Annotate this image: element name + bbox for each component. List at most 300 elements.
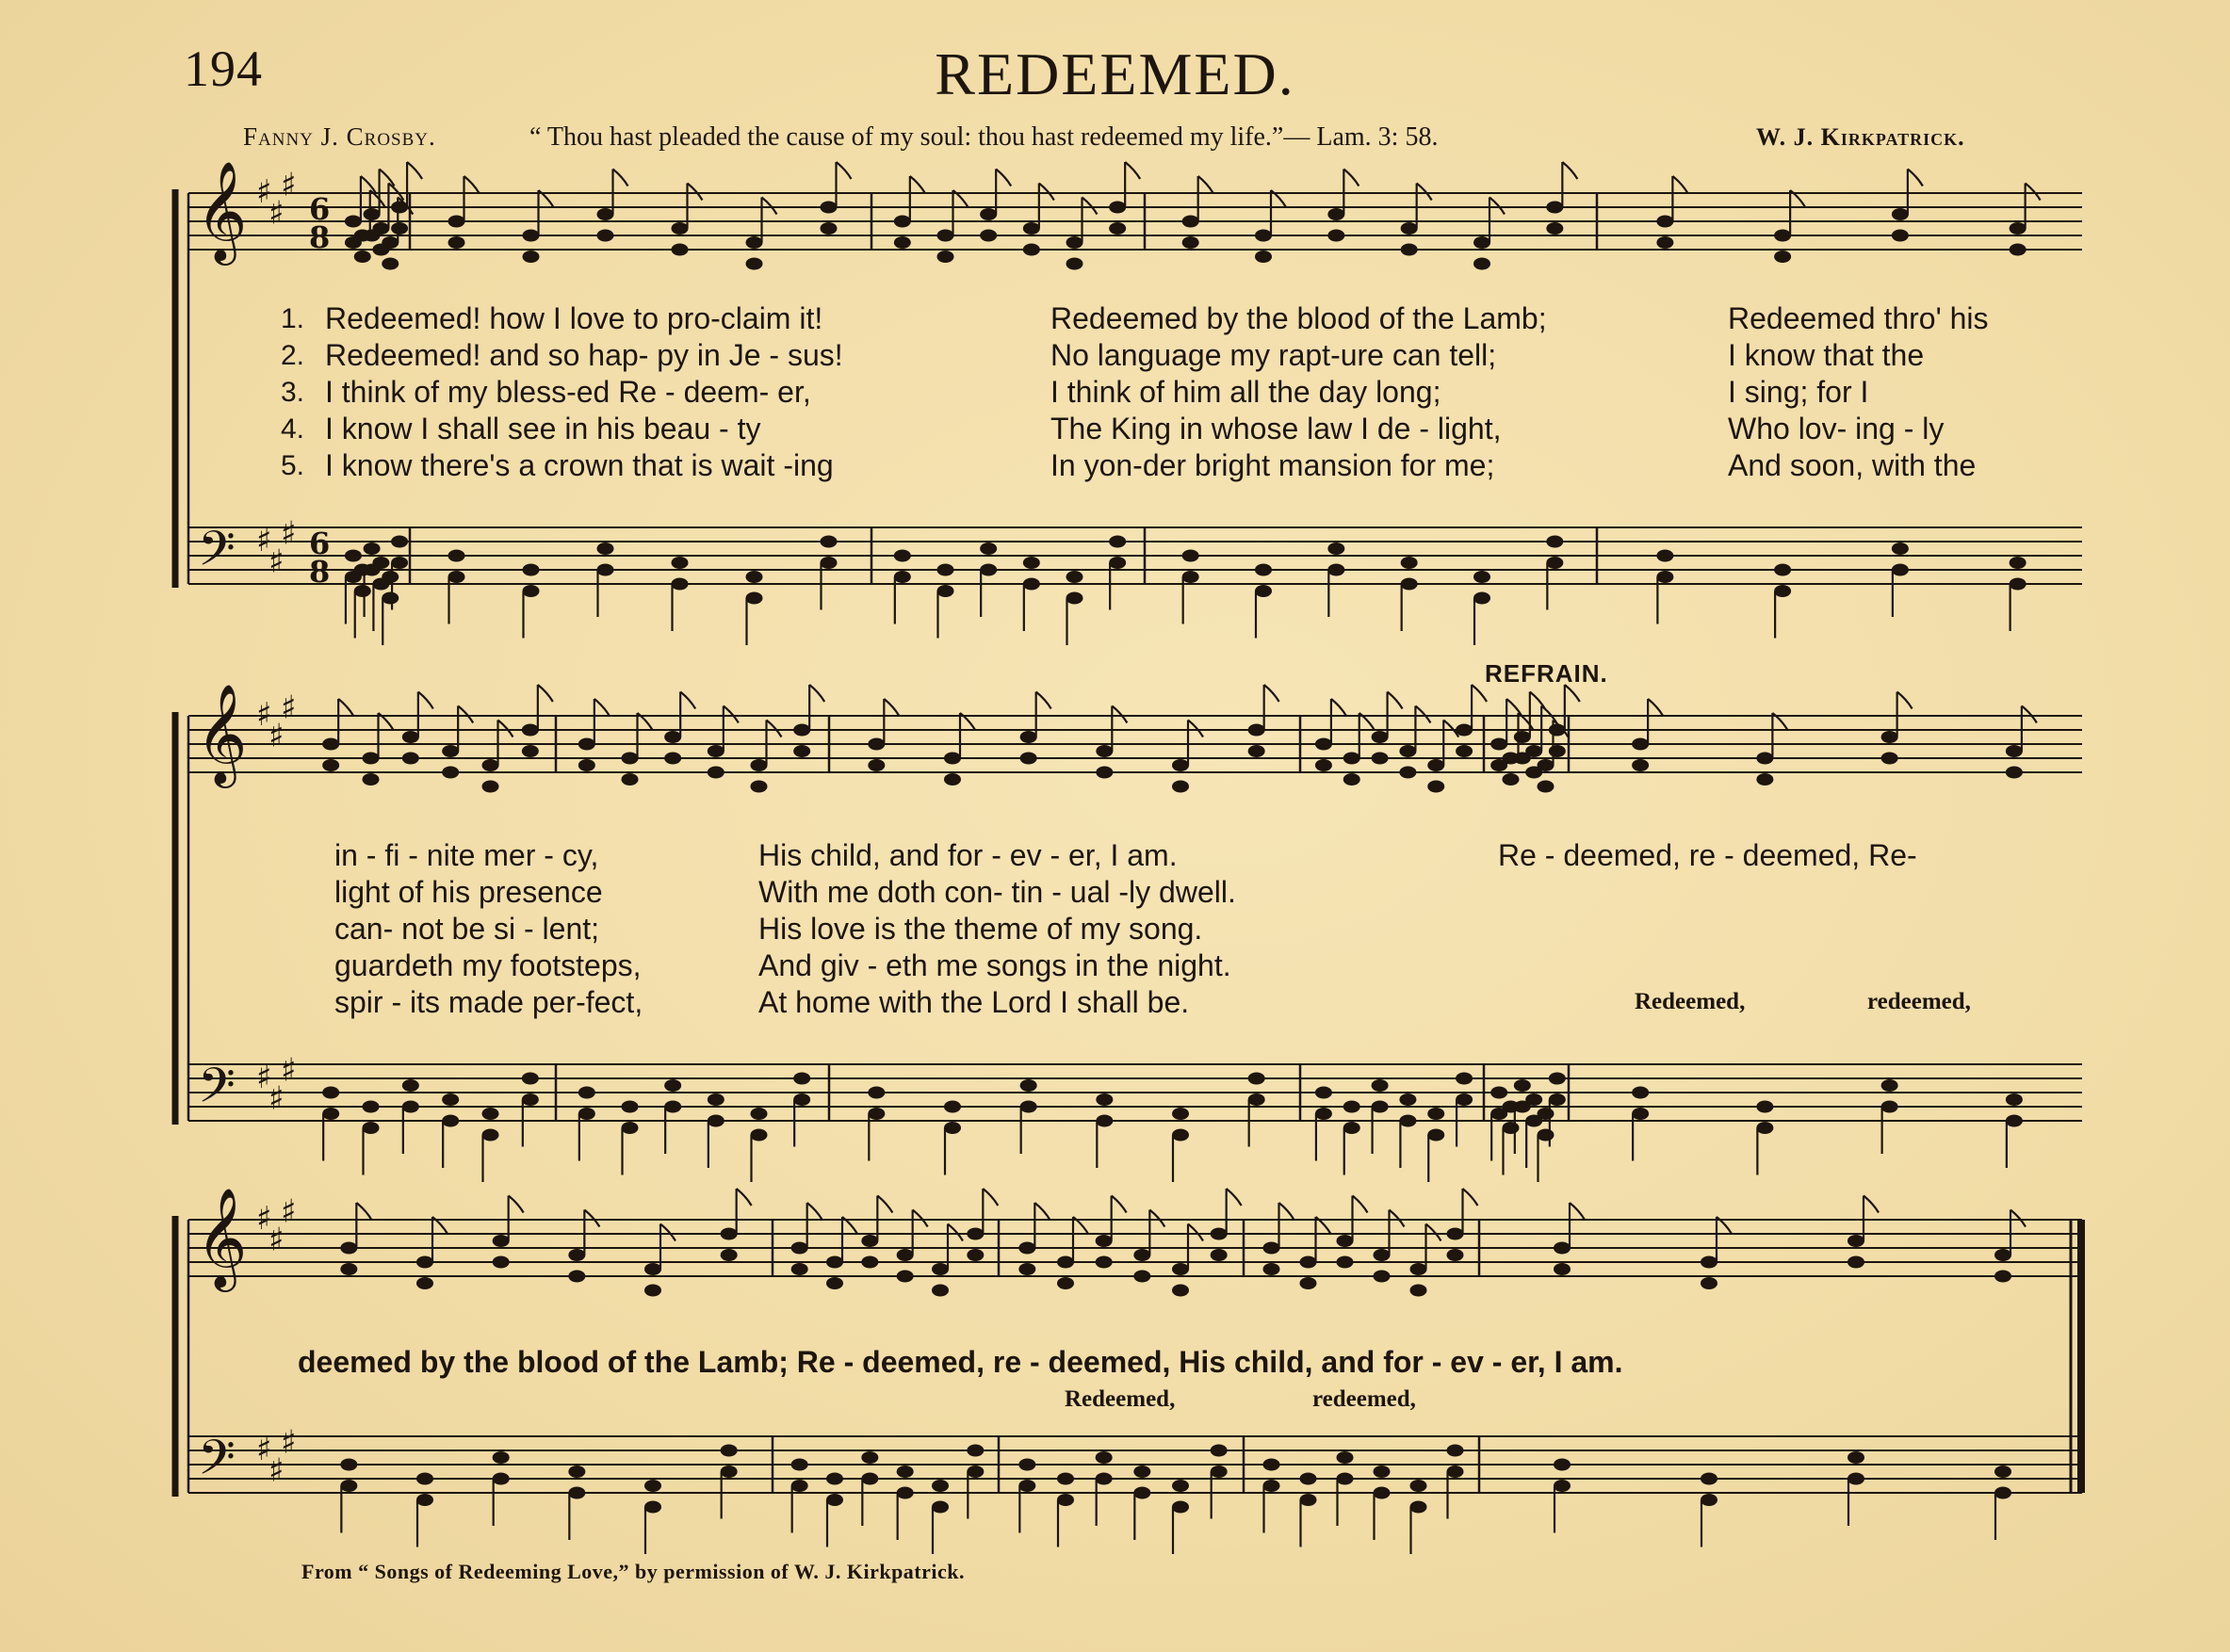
note-head xyxy=(1656,236,1673,249)
note-head xyxy=(1401,578,1418,591)
note-head xyxy=(791,1480,808,1492)
note-head xyxy=(1109,557,1126,569)
verse-1-line-1: Redeemed! how I love to pro-claim it! xyxy=(325,301,823,335)
note-flag xyxy=(1112,706,1127,723)
note-head xyxy=(493,1235,510,1247)
note-head xyxy=(578,759,595,771)
alt-word: redeemed, xyxy=(1867,989,1971,1014)
note-head xyxy=(1401,244,1418,256)
verse-4-line-1: I know I shall see in his beau - ty xyxy=(325,412,761,445)
alt-word: redeemed, xyxy=(1312,1386,1416,1412)
note-head xyxy=(1881,1101,1898,1113)
note-flag xyxy=(1343,170,1359,186)
note-head xyxy=(402,731,419,743)
note-head xyxy=(1554,1480,1571,1492)
note-head xyxy=(672,578,689,591)
source-credit: From “ Songs of Redeeming Love,” by permission of W. J. Kirkpatrick. xyxy=(301,1560,966,1583)
note-head xyxy=(597,543,614,555)
treble-clef: 𝄞 xyxy=(196,1187,248,1288)
note-head xyxy=(1546,202,1563,214)
note-head xyxy=(791,1263,808,1275)
note-head xyxy=(1632,1087,1649,1099)
note-head xyxy=(2010,244,2027,256)
note-head xyxy=(1372,731,1389,743)
verse-1-line-5: His child, and for - ev - er, I am. xyxy=(758,838,1178,872)
note-head xyxy=(1020,731,1037,743)
note-flag xyxy=(762,198,777,215)
note-head xyxy=(1756,753,1773,765)
sharp-sign: ♯ xyxy=(269,717,285,755)
verse-5-line-3: And soon, with the xyxy=(1728,448,1977,482)
note-flag xyxy=(613,170,628,186)
note-head xyxy=(1372,753,1389,765)
note-flag xyxy=(983,1189,998,1206)
sharp-sign: ♯ xyxy=(281,1423,297,1462)
sharp-sign: ♯ xyxy=(256,173,272,211)
note-head xyxy=(721,1445,738,1457)
note-head xyxy=(1525,745,1542,757)
note-head xyxy=(1315,1108,1332,1120)
time-signature-bottom: 8 xyxy=(309,219,331,255)
note-head xyxy=(482,781,499,793)
note-head xyxy=(821,202,838,214)
note-head xyxy=(1847,1473,1864,1485)
verse-5-line-1: I know there's a crown that is wait -ing xyxy=(325,448,834,482)
note-head xyxy=(345,216,362,228)
note-head xyxy=(1263,1263,1280,1275)
note-head xyxy=(1300,1256,1317,1269)
note-head xyxy=(482,1108,499,1120)
author-credit: Fanny J. Crosby. xyxy=(243,122,436,151)
note-head xyxy=(868,1108,885,1120)
note-head xyxy=(340,1480,357,1492)
note-head xyxy=(793,724,810,737)
note-head xyxy=(1892,230,1909,242)
verse-5-line-5: At home with the Lord I shall be. xyxy=(758,985,1190,1019)
note-head xyxy=(1172,1501,1189,1514)
note-head xyxy=(868,738,885,751)
time-signature-top: 6 xyxy=(309,526,331,561)
note-head xyxy=(1343,753,1360,765)
note-head xyxy=(363,773,380,786)
note-head xyxy=(622,753,639,765)
note-head xyxy=(322,738,339,751)
sharp-sign: ♯ xyxy=(281,1192,297,1231)
note-flag xyxy=(594,699,610,716)
note-head xyxy=(364,543,381,555)
note-head xyxy=(1546,536,1563,548)
note-head xyxy=(448,216,465,228)
refrain-line-2: deemed by the blood of the Lamb; Re - deemed, re - deemed, His child, and for - ev - er, I am. xyxy=(298,1345,1623,1379)
note-head xyxy=(1023,222,1040,235)
note-head xyxy=(1248,724,1265,737)
note-head xyxy=(1211,1466,1228,1478)
note-head xyxy=(1427,759,1444,771)
note-head xyxy=(597,230,614,242)
note-head xyxy=(622,773,639,786)
note-head xyxy=(1447,1249,1464,1261)
note-head xyxy=(932,1480,949,1492)
note-head xyxy=(1172,1129,1189,1142)
note-flag xyxy=(767,721,782,737)
note-flag xyxy=(338,699,353,716)
note-head xyxy=(751,781,768,793)
note-head xyxy=(1756,1122,1773,1134)
note-head xyxy=(721,1228,738,1240)
note-head xyxy=(861,1451,878,1464)
note-head xyxy=(967,1249,984,1261)
scripture-epigraph: “ Thou hast pleaded the cause of my soul: thou hast redeemed my life.”— Lam. 3: 58. xyxy=(529,122,1439,152)
note-head xyxy=(322,759,339,771)
note-flag xyxy=(1426,1224,1441,1241)
note-flag xyxy=(948,1224,963,1241)
note-head xyxy=(746,571,763,583)
sharp-sign: ♯ xyxy=(256,1200,272,1238)
note-head xyxy=(364,208,381,220)
note-head xyxy=(1456,1073,1473,1085)
note-head xyxy=(1447,1228,1464,1240)
note-head xyxy=(1182,216,1199,228)
note-head xyxy=(1255,230,1272,242)
note-flag xyxy=(837,162,852,179)
verse-3-line-1: I think of my bless-ed Re - deem- er, xyxy=(325,375,811,409)
note-head xyxy=(1756,773,1773,786)
note-head xyxy=(1701,1277,1717,1289)
note-head xyxy=(644,1285,661,1297)
note-flag xyxy=(1149,1210,1164,1227)
note-head xyxy=(372,222,389,235)
note-head xyxy=(672,244,689,256)
note-head xyxy=(1774,564,1791,576)
note-head xyxy=(1133,1271,1150,1283)
note-head xyxy=(1255,564,1272,576)
note-flag xyxy=(688,184,703,201)
note-head xyxy=(861,1235,878,1247)
note-head xyxy=(708,745,724,757)
note-head xyxy=(1546,557,1563,569)
note-flag xyxy=(1039,184,1054,201)
verse-1-line-2: Redeemed by the blood of the Lamb; xyxy=(1050,301,1547,335)
refrain-label: REFRAIN. xyxy=(1485,659,1608,688)
note-head xyxy=(345,550,362,562)
note-head xyxy=(1994,1271,2011,1283)
note-head xyxy=(1096,1115,1113,1127)
sharp-sign: ♯ xyxy=(269,1451,285,1490)
note-head xyxy=(751,1129,768,1142)
note-head xyxy=(482,759,499,771)
verse-1-line-4: in - fi - nite mer - cy, xyxy=(334,838,599,872)
note-head xyxy=(1020,753,1037,765)
alt-word: Redeemed, xyxy=(1065,1386,1176,1412)
note-flag xyxy=(1864,1196,1879,1213)
note-head xyxy=(1401,222,1418,235)
note-head xyxy=(391,536,408,548)
note-head xyxy=(1211,1249,1228,1261)
note-flag xyxy=(1908,170,1923,186)
note-head xyxy=(708,1115,724,1127)
verse-1-line-3: Redeemed thro' his xyxy=(1728,301,1989,335)
note-head xyxy=(1514,731,1531,743)
note-head xyxy=(1447,1445,1464,1457)
note-head xyxy=(1018,1459,1035,1471)
note-head xyxy=(568,1466,585,1478)
note-head xyxy=(821,536,838,548)
note-head xyxy=(522,745,539,757)
sharp-sign: ♯ xyxy=(281,166,297,204)
note-flag xyxy=(1264,685,1279,702)
sharp-sign: ♯ xyxy=(281,1051,297,1090)
note-head xyxy=(382,592,399,605)
verse-5-line-4: spir - its made per-fect, xyxy=(334,985,643,1019)
note-head xyxy=(2006,767,2023,779)
note-head xyxy=(1343,773,1360,786)
note-flag xyxy=(1562,162,1577,179)
note-head xyxy=(1473,571,1490,583)
note-head xyxy=(1327,543,1344,555)
note-flag xyxy=(361,176,376,193)
note-head xyxy=(1456,1093,1473,1106)
note-flag xyxy=(2010,1210,2026,1227)
note-head xyxy=(897,1466,914,1478)
note-head xyxy=(1327,564,1344,576)
note-head xyxy=(1066,592,1083,605)
note-head xyxy=(391,557,408,569)
note-head xyxy=(967,1466,984,1478)
note-head xyxy=(1066,571,1083,583)
note-head xyxy=(793,1093,810,1106)
note-head xyxy=(363,753,380,765)
note-head xyxy=(1847,1235,1864,1247)
note-head xyxy=(1172,759,1189,771)
composer-credit: W. J. Kirkpatrick. xyxy=(1756,123,1965,151)
note-head xyxy=(1538,1108,1554,1120)
note-head xyxy=(1023,578,1040,591)
note-head xyxy=(1372,1079,1389,1092)
note-head xyxy=(894,236,911,249)
note-head xyxy=(1847,1451,1864,1464)
note-head xyxy=(1327,208,1344,220)
note-head xyxy=(967,1228,984,1240)
note-head xyxy=(944,1122,961,1134)
verse-number: 3. xyxy=(281,377,305,408)
note-head xyxy=(1410,1285,1427,1297)
note-head xyxy=(1549,1073,1566,1085)
note-head xyxy=(937,230,954,242)
note-head xyxy=(821,222,838,235)
note-flag xyxy=(464,176,480,193)
bass-clef: 𝄢 xyxy=(198,1429,236,1498)
note-head xyxy=(578,1108,595,1120)
verse-4-line-2: The King in whose law I de - light, xyxy=(1050,412,1502,445)
note-head xyxy=(1172,1480,1189,1492)
note-head xyxy=(402,753,419,765)
verse-2-line-2: No language my rapt-ure can tell; xyxy=(1050,338,1497,372)
note-head xyxy=(2006,1115,2023,1127)
note-head xyxy=(1255,585,1272,597)
note-head xyxy=(522,1093,539,1106)
note-head xyxy=(1546,222,1563,235)
note-head xyxy=(340,1459,357,1471)
sharp-sign: ♯ xyxy=(269,194,285,233)
note-head xyxy=(568,1271,585,1283)
sharp-sign: ♯ xyxy=(256,1431,272,1468)
note-head xyxy=(1096,1256,1113,1269)
note-head xyxy=(721,1249,738,1261)
note-head xyxy=(1096,1473,1113,1485)
note-head xyxy=(1315,738,1332,751)
note-flag xyxy=(913,1210,928,1227)
note-head xyxy=(1994,1249,2011,1261)
note-head xyxy=(1182,571,1199,583)
note-head xyxy=(416,1256,433,1269)
note-head xyxy=(448,550,465,562)
note-flag xyxy=(1353,1196,1368,1213)
note-head xyxy=(1756,1101,1773,1113)
note-head xyxy=(1701,1256,1717,1269)
note-head xyxy=(980,208,997,220)
note-flag xyxy=(1198,176,1213,193)
note-flag xyxy=(1489,198,1505,215)
note-head xyxy=(1399,767,1416,779)
note-head xyxy=(523,564,540,576)
note-head xyxy=(897,1249,914,1261)
note-head xyxy=(1263,1242,1280,1255)
note-head xyxy=(1656,550,1673,562)
verse-2-line-3: I know that the xyxy=(1728,338,1925,372)
note-head xyxy=(861,1473,878,1485)
note-head xyxy=(1549,745,1566,757)
bass-clef: 𝄢 xyxy=(198,520,236,589)
note-head xyxy=(354,251,371,263)
verse-5-line-2: In yon-der bright mansion for me; xyxy=(1050,448,1495,482)
note-head xyxy=(826,1277,843,1289)
note-head xyxy=(2010,578,2027,591)
note-head xyxy=(944,1101,961,1113)
note-head xyxy=(937,564,954,576)
note-head xyxy=(791,1242,808,1255)
note-head xyxy=(1774,585,1791,597)
note-head xyxy=(1774,251,1791,263)
note-head xyxy=(1473,592,1490,605)
note-flag xyxy=(1227,1189,1242,1206)
note-head xyxy=(897,1487,914,1499)
note-head xyxy=(1315,759,1332,771)
note-head xyxy=(1133,1466,1150,1478)
note-head xyxy=(894,216,911,228)
verse-4-line-4: guardeth my footsteps, xyxy=(334,948,642,982)
note-head xyxy=(1211,1228,1228,1240)
note-flag xyxy=(1188,1224,1203,1241)
treble-clef: 𝄞 xyxy=(196,160,248,261)
note-head xyxy=(1096,1451,1113,1464)
note-head xyxy=(416,1277,433,1289)
note-head xyxy=(1057,1494,1074,1506)
note-flag xyxy=(498,721,513,737)
note-head xyxy=(442,767,459,779)
sharp-sign: ♯ xyxy=(281,688,297,727)
verse-2-line-5: With me doth con- tin - ual -ly dwell. xyxy=(758,875,1236,909)
note-flag xyxy=(877,1196,892,1213)
note-head xyxy=(1020,1079,1037,1092)
note-head xyxy=(1018,1242,1035,1255)
note-head xyxy=(1410,1501,1427,1514)
time-signature-top: 6 xyxy=(309,191,331,227)
note-flag xyxy=(1036,692,1051,709)
note-head xyxy=(597,208,614,220)
verse-3-line-5: His love is the theme of my song. xyxy=(758,912,1203,946)
note-head xyxy=(1248,1093,1265,1106)
note-head xyxy=(1881,1079,1898,1092)
note-head xyxy=(1374,1466,1391,1478)
note-head xyxy=(1263,1459,1280,1471)
note-head xyxy=(523,230,540,242)
note-head xyxy=(664,753,681,765)
note-head xyxy=(980,564,997,576)
verse-number: 5. xyxy=(281,450,305,481)
note-head xyxy=(644,1480,661,1492)
note-flag xyxy=(538,685,553,702)
note-head xyxy=(1057,1473,1074,1485)
note-head xyxy=(1057,1256,1074,1269)
note-flag xyxy=(1279,1203,1294,1220)
note-head xyxy=(482,1129,499,1142)
note-head xyxy=(664,731,681,743)
page-number: 194 xyxy=(184,40,263,97)
note-flag xyxy=(724,706,739,723)
note-head xyxy=(746,258,763,270)
note-head xyxy=(1327,230,1344,242)
note-head xyxy=(1490,738,1507,751)
note-head xyxy=(1133,1487,1150,1499)
note-head xyxy=(932,1501,949,1514)
sharp-sign: ♯ xyxy=(256,696,272,734)
note-head xyxy=(1473,258,1490,270)
note-head xyxy=(932,1263,949,1275)
note-head xyxy=(1343,1101,1360,1113)
note-head xyxy=(1490,1087,1507,1099)
note-head xyxy=(322,1087,339,1099)
note-head xyxy=(382,258,399,270)
note-head xyxy=(523,251,540,263)
note-head xyxy=(1503,773,1520,786)
note-flag xyxy=(2026,184,2041,201)
note-flag xyxy=(1463,1189,1478,1206)
verse-4-line-5: And giv - eth me songs in the night. xyxy=(758,948,1231,982)
note-head xyxy=(340,1263,357,1275)
note-head xyxy=(1337,1451,1354,1464)
note-head xyxy=(1456,745,1473,757)
note-head xyxy=(1447,1466,1464,1478)
note-head xyxy=(2006,1093,2023,1106)
note-head xyxy=(578,1087,595,1099)
note-head xyxy=(644,1263,661,1275)
note-head xyxy=(664,1079,681,1092)
note-head xyxy=(1538,781,1554,793)
verse-3-line-2: I think of him all the day long; xyxy=(1050,375,1441,409)
note-flag xyxy=(1648,699,1663,716)
note-head xyxy=(826,1494,843,1506)
verse-3-line-3: I sing; for I xyxy=(1728,375,1869,409)
note-head xyxy=(1994,1466,2011,1478)
note-head xyxy=(1182,236,1199,249)
note-head xyxy=(442,1093,459,1106)
note-head xyxy=(793,1073,810,1085)
note-flag xyxy=(1388,692,1403,709)
note-head xyxy=(746,592,763,605)
note-head xyxy=(1315,1087,1332,1099)
note-head xyxy=(1300,1277,1317,1289)
note-flag xyxy=(388,184,403,201)
